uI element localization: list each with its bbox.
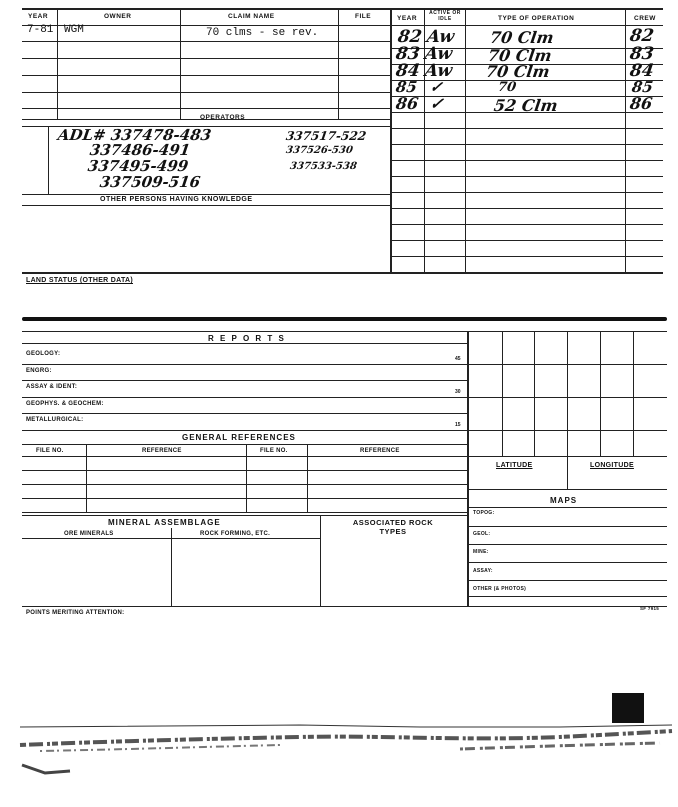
report-label-geology: GEOLOGY: — [26, 351, 61, 357]
map-label-assay: ASSAY: — [473, 568, 493, 574]
latitude-label: LATITUDE — [496, 462, 533, 469]
map-label-mine: MINE: — [473, 549, 489, 555]
longitude-label: LONGITUDE — [590, 462, 634, 469]
activity-year: 86 — [394, 94, 420, 113]
activity-operation: 70 — [496, 80, 518, 95]
ref-col-file-no: FILE NO. — [36, 448, 64, 454]
header-active-or-idle: ACTIVE OR IDLE — [429, 10, 461, 22]
map-label-geol: GEOL: — [473, 531, 491, 537]
map-label-other: OTHER (& PHOTOS) — [473, 586, 527, 592]
first-row-owner: WGM — [64, 24, 84, 36]
rock-forming-label: ROCK FORMING, ETC. — [200, 531, 271, 537]
activity-crew: 84 — [628, 61, 656, 81]
operator-number: 337509-516 — [98, 173, 202, 191]
report-number: 30 — [455, 389, 461, 395]
map-label-topog: TOPOG: — [473, 510, 495, 516]
activity-status: ✓ — [428, 94, 445, 113]
other-persons-header: OTHER PERSONS HAVING KNOWLEDGE — [100, 196, 253, 203]
activity-year: 83 — [394, 44, 422, 64]
activity-operation: 52 Clm — [492, 96, 559, 115]
header-year-right: YEAR — [397, 15, 418, 22]
first-row-claim-name: 70 clms - se rev. — [206, 27, 319, 39]
activity-year: 85 — [394, 78, 419, 96]
ref-col-reference: REFERENCE — [142, 448, 182, 454]
report-label-geophys: GEOPHYS. & GEOCHEM: — [26, 401, 104, 407]
general-references-title: GENERAL REFERENCES — [182, 433, 296, 442]
operators-header: OPERATORS — [200, 114, 246, 121]
operator-number: 337495-499 — [86, 157, 190, 175]
header-year: YEAR — [28, 13, 49, 20]
operator-number: 337526-530 — [285, 145, 354, 156]
activity-year: 82 — [396, 27, 424, 47]
operator-number: 337517-522 — [285, 129, 368, 143]
first-row-year: 7-81 — [27, 24, 54, 36]
activity-crew: 85 — [630, 78, 655, 96]
report-number: 45 — [455, 356, 461, 362]
report-number: 15 — [455, 422, 461, 428]
form-number: SF 7915 — [640, 606, 660, 611]
header-claim-name: CLAIM NAME — [228, 13, 275, 20]
header-type-of-operation: TYPE OF OPERATION — [498, 15, 575, 22]
activity-operation: 70 Clm — [488, 28, 555, 47]
activity-crew: 86 — [628, 94, 654, 113]
activity-status: Aw — [425, 27, 456, 47]
activity-operation: 70 Clm — [486, 46, 553, 65]
associated-rock-types-label: ASSOCIATED ROCK TYPES — [352, 518, 434, 536]
operator-number: 337486-491 — [88, 141, 192, 159]
land-status-label: LAND STATUS (OTHER DATA) — [26, 277, 134, 284]
activity-status: Aw — [423, 44, 454, 64]
points-meriting-attention-label: POINTS MERITING ATTENTION: — [26, 610, 125, 616]
activity-year: 84 — [394, 61, 422, 81]
activity-operation: 70 Clm — [484, 62, 551, 81]
operator-number: 337533-538 — [289, 161, 358, 172]
divider-band — [22, 317, 667, 321]
ref-col-reference-2: REFERENCE — [360, 448, 400, 454]
mineral-assemblage-title: MINERAL ASSEMBLAGE — [108, 518, 221, 527]
activity-crew: 83 — [628, 44, 656, 64]
report-label-metallurgical: METALLURGICAL: — [26, 417, 84, 423]
scan-artifact-streak — [0, 715, 678, 785]
activity-status: ✓ — [428, 78, 444, 96]
maps-title: MAPS — [550, 496, 578, 505]
header-crew: CREW — [634, 15, 656, 22]
header-owner: OWNER — [104, 13, 132, 20]
report-label-engrg: ENGRG: — [26, 368, 52, 374]
ref-col-file-no-2: FILE NO. — [260, 448, 288, 454]
operator-number: ADL# 337478-483 — [56, 126, 213, 144]
header-file: FILE — [355, 13, 372, 20]
activity-status: Aw — [423, 61, 454, 81]
reports-title: R E P O R T S — [208, 334, 286, 343]
ore-minerals-label: ORE MINERALS — [64, 531, 114, 537]
report-label-assay: ASSAY & IDENT: — [26, 384, 78, 390]
activity-crew: 82 — [628, 26, 656, 46]
